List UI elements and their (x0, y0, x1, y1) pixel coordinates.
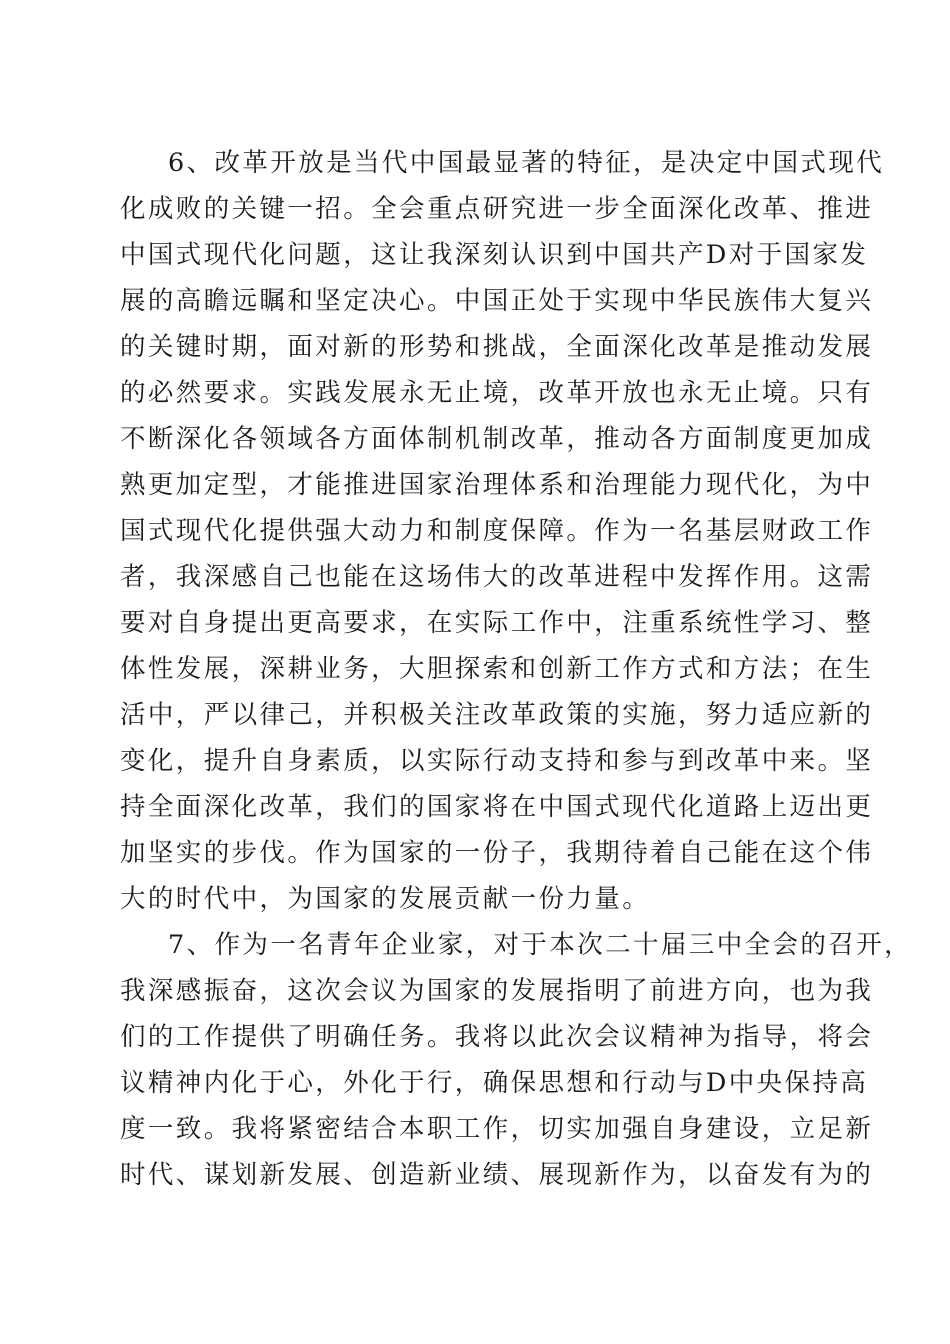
paragraph-6-line: 的必然要求。实践发展永无止境，改革开放也永无止境。只有 (120, 378, 874, 408)
paragraph-7-line: 们的工作提供了明确任务。我将以此次会议精神为指导，将会 (120, 1022, 874, 1052)
paragraph-7-line: 我深感振奋，这次会议为国家的发展指明了前进方向，也为我 (120, 976, 874, 1006)
paragraph-6-line: 不断深化各领域各方面体制机制改革，推动各方面制度更加成 (120, 424, 874, 454)
paragraph-6-line: 化成败的关键一招。全会重点研究进一步全面深化改革、推进 (120, 194, 874, 224)
paragraph-6-line: 熟更加定型，才能推进国家治理体系和治理能力现代化，为中 (120, 470, 874, 500)
paragraph-7-line: 议精神内化于心，外化于行，确保思想和行动与D中央保持高 (120, 1068, 869, 1098)
paragraph-6-line: 持全面深化改革，我们的国家将在中国式现代化道路上迈出更 (120, 792, 874, 822)
paragraph-6-line: 者，我深感自己也能在这场伟大的改革进程中发挥作用。这需 (120, 562, 874, 592)
paragraph-6-line: 变化，提升自身素质，以实际行动支持和参与到改革中来。坚 (120, 746, 874, 776)
paragraph-6-line: 活中，严以律己，并积极关注改革政策的实施，努力适应新的 (120, 700, 874, 730)
paragraph-6-line: 大的时代中，为国家的发展贡献一份力量。 (120, 884, 651, 914)
paragraph-6-line: 体性发展，深耕业务，大胆探索和创新工作方式和方法；在生 (120, 654, 874, 684)
paragraph-6-line: 加坚实的步伐。作为国家的一份子，我期待着自己能在这个伟 (120, 838, 874, 868)
paragraph-7-line: 度一致。我将紧密结合本职工作，切实加强自身建设，立足新 (120, 1114, 874, 1144)
paragraph-7-line: 时代、谋划新发展、创造新业绩、展现新作为，以奋发有为的 (120, 1160, 874, 1190)
paragraph-6-line: 国式现代化提供强大动力和制度保障。作为一名基层财政工作 (120, 516, 874, 546)
paragraph-6-line: 中国式现代化问题，这让我深刻认识到中国共产D对于国家发 (120, 240, 869, 270)
paragraph-7-line: 7、作为一名青年企业家，对于本次二十届三中全会的召开， (168, 930, 913, 960)
body-text (120, 140, 913, 1198)
paragraph-6-line: 展的高瞻远瞩和坚定决心。中国正处于实现中华民族伟大复兴 (120, 286, 874, 316)
paragraph-6-line: 6、改革开放是当代中国最显著的特征，是决定中国式现代 (168, 148, 885, 178)
paragraph-6-line: 要对自身提出更高要求，在实际工作中，注重系统性学习、整 (120, 608, 874, 638)
paragraph-6-line: 的关键时期，面对新的形势和挑战，全面深化改革是推动发展 (120, 332, 874, 362)
